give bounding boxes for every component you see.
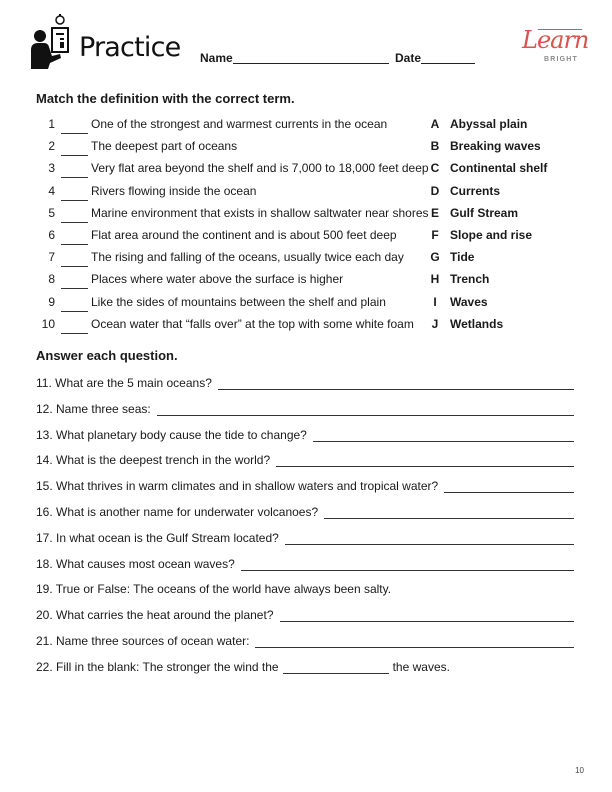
match-definition: The deepest part of oceans (91, 139, 238, 154)
term-name: Slope and rise (450, 228, 533, 242)
question-row (36, 602, 574, 622)
answer-field[interactable] (280, 608, 575, 622)
match-definition: Very flat area beyond the shelf and is 7,000 to 18,000 feet deep (91, 161, 429, 176)
fill-blank-before: 22. Fill in the blank: The stronger the wind the (36, 660, 279, 674)
answer-field[interactable] (241, 557, 574, 571)
term-letter: A (430, 117, 440, 131)
page-title: Practice (79, 32, 181, 63)
question-text: 21. Name three sources of ocean water: (36, 634, 250, 648)
match-item (38, 139, 578, 161)
match-answer-field[interactable] (61, 200, 88, 201)
term-letter: C (430, 161, 440, 176)
term-letter: I (433, 294, 437, 309)
questions-heading: Answer each question. (36, 348, 178, 363)
term-name: Tide (450, 250, 475, 265)
term-letter: H (430, 272, 440, 287)
matching-heading: Match the definition with the correct term. (36, 91, 295, 106)
match-definition: Like the sides of mountains between the shelf and plain (91, 294, 386, 309)
question-text: 12. Name three seas: (36, 401, 151, 416)
question-row (36, 551, 574, 571)
match-item (38, 117, 578, 139)
question-text: 20. What carries the heat around the planet? (36, 608, 274, 623)
match-definition: One of the strongest and warmest currents in the ocean (91, 117, 388, 131)
match-number: 9 (48, 294, 55, 309)
term-letter: F (431, 228, 439, 242)
term-name: Gulf Stream (450, 205, 519, 220)
match-item (38, 295, 578, 317)
term-name: Breaking waves (450, 139, 541, 154)
answer-field[interactable] (218, 376, 574, 390)
learn-bright-logo (518, 26, 588, 66)
answer-field[interactable] (444, 479, 574, 493)
match-definition: Places where water above the surface is higher (91, 272, 344, 287)
question-text: 16. What is another name for underwater volcanoes? (36, 505, 319, 519)
teacher-presenting-icon (30, 14, 74, 70)
question-text: 13. What planetary body cause the tide to change? (36, 427, 307, 442)
match-item (38, 250, 578, 272)
match-answer-field[interactable] (61, 222, 88, 223)
term-name: Currents (450, 183, 501, 198)
term-letter: B (430, 139, 440, 154)
answer-field[interactable] (255, 634, 574, 648)
question-row (36, 422, 574, 442)
question-row (36, 473, 574, 493)
name-label: Name (200, 51, 233, 65)
answer-field[interactable] (276, 453, 574, 467)
term-letter: D (430, 183, 440, 198)
match-answer-field[interactable] (61, 266, 88, 267)
match-answer-field[interactable] (61, 288, 88, 289)
match-answer-field[interactable] (61, 244, 88, 245)
match-answer-field[interactable] (61, 177, 88, 178)
match-number: 10 (41, 316, 55, 331)
match-number: 5 (48, 205, 55, 220)
match-definition: Flat area around the continent and is about 500 feet deep (91, 228, 397, 242)
question-row (36, 396, 574, 416)
term-letter: J (431, 316, 439, 331)
term-name: Trench (450, 272, 490, 287)
match-definition: The rising and falling of the oceans, usually twice each day (91, 250, 404, 265)
question-text: 15. What thrives in warm climates and in shallow waters and tropical water? (36, 479, 439, 494)
fill-blank-field[interactable] (283, 661, 389, 674)
question-row (36, 370, 574, 390)
name-field[interactable] (233, 63, 389, 64)
page-number: 10 (575, 766, 584, 775)
answer-field[interactable] (285, 531, 574, 545)
match-number: 8 (48, 272, 55, 287)
match-item (38, 184, 578, 206)
term-name: Abyssal plain (450, 117, 528, 131)
match-definition: Marine environment that exists in shallow saltwater near shores (91, 205, 429, 220)
date-field[interactable] (421, 63, 475, 64)
term-name: Wetlands (450, 316, 504, 331)
logo-sub: BRIGHT (544, 56, 579, 63)
question-text: 11. What are the 5 main oceans? (36, 376, 212, 390)
match-number: 1 (48, 117, 55, 131)
match-number: 4 (48, 183, 55, 198)
match-number: 7 (48, 250, 55, 265)
question-text: 17. In what ocean is the Gulf Stream located? (36, 530, 279, 545)
match-item (38, 161, 578, 183)
question-row (36, 576, 574, 596)
match-item (38, 317, 578, 339)
term-name: Waves (450, 294, 488, 309)
question-text: 18. What causes most ocean waves? (36, 556, 235, 571)
term-letter: G (430, 250, 440, 265)
logo-word: Learn (522, 26, 589, 54)
match-number: 2 (48, 139, 55, 154)
match-item (38, 206, 578, 228)
question-row (36, 499, 574, 519)
match-number: 6 (48, 228, 55, 242)
term-name: Continental shelf (450, 161, 548, 176)
practice-icon (30, 14, 74, 70)
question-row (36, 525, 574, 545)
match-definition: Ocean water that “falls over” at the top with some white foam (91, 316, 414, 331)
question-row (36, 447, 574, 467)
match-answer-field[interactable] (61, 311, 88, 312)
match-definition: Rivers flowing inside the ocean (91, 183, 257, 198)
match-item (38, 228, 578, 250)
question-22 (36, 654, 574, 674)
answer-field[interactable] (313, 428, 574, 442)
question-text: 19. True or False: The oceans of the world have always been salty. (36, 582, 392, 597)
question-text: 14. What is the deepest trench in the world? (36, 453, 271, 468)
answer-field[interactable] (324, 505, 574, 519)
term-letter: E (430, 205, 439, 220)
match-answer-field[interactable] (61, 133, 88, 134)
date-label: Date (395, 51, 422, 65)
match-answer-field[interactable] (61, 333, 88, 334)
match-number: 3 (48, 161, 55, 176)
fill-blank-after: the waves. (392, 660, 450, 674)
answer-field[interactable] (157, 402, 574, 416)
question-row (36, 628, 574, 648)
match-item (38, 272, 578, 294)
match-answer-field[interactable] (61, 155, 88, 156)
